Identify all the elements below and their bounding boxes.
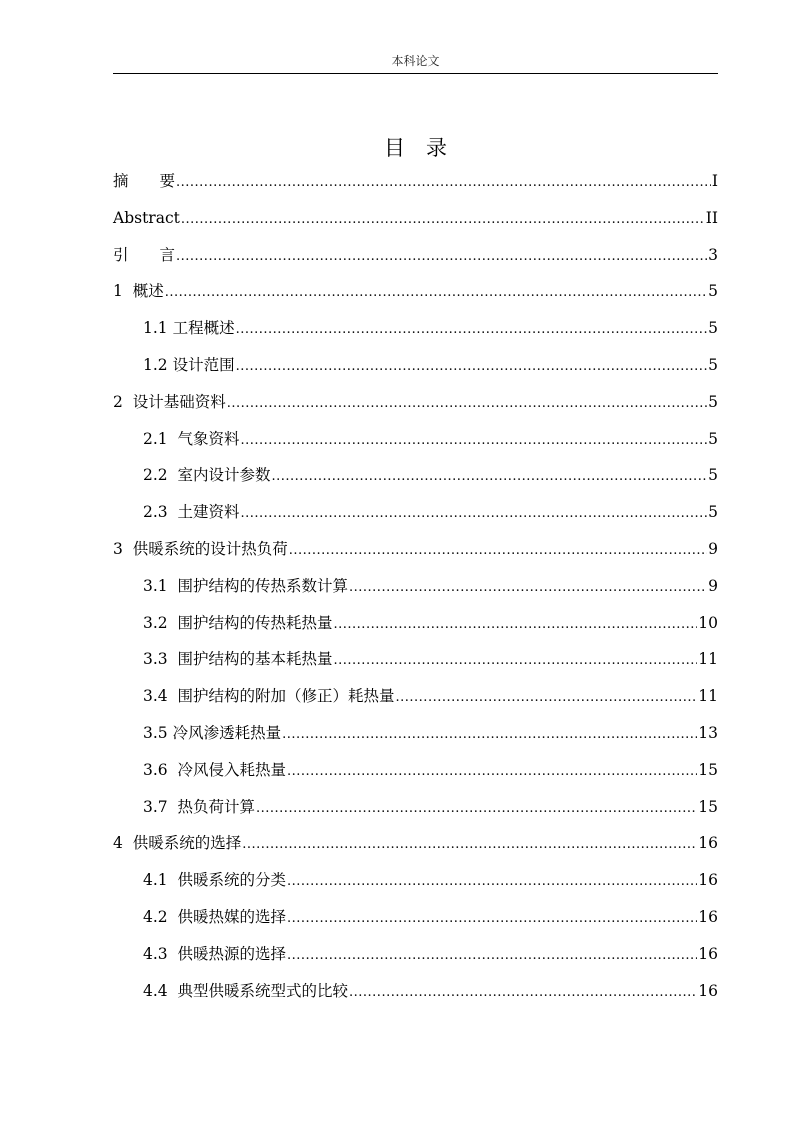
toc-entry-page: 5 [708, 282, 718, 301]
toc-entry-introduction[interactable] [113, 237, 718, 274]
toc-entry-label: 3.5 冷风渗透耗热量 [143, 723, 282, 742]
toc-entry-label: 3.7 热负荷计算 [143, 797, 256, 816]
toc-entry-abstract-en[interactable] [113, 200, 718, 237]
toc-entry-page: 5 [708, 355, 718, 374]
dot-leader [396, 680, 698, 717]
toc-entry-label: 4.3 供暖热源的选择 [143, 944, 287, 963]
toc-entry-page: 5 [708, 503, 718, 522]
toc-entry-section-4-3[interactable] [113, 936, 718, 973]
toc-entry-label: 2.1 气象资料 [143, 429, 240, 448]
toc-entry-chapter-1[interactable] [113, 273, 718, 310]
toc-entry-label: 4.1 供暖系统的分类 [143, 871, 287, 890]
toc-entry-label: 2.3 土建资料 [143, 503, 240, 522]
toc-entry-page: 16 [698, 871, 718, 890]
dot-leader [287, 864, 697, 901]
toc-entry-section-2-1[interactable] [113, 421, 718, 458]
dot-leader [241, 423, 708, 460]
toc-entry-page: 16 [698, 834, 718, 853]
dot-leader [282, 717, 697, 754]
toc-entry-label: 引 言 [113, 245, 176, 264]
toc-entry-page: 11 [698, 687, 718, 706]
dot-leader [287, 938, 697, 975]
toc-entry-page: 16 [698, 907, 718, 926]
toc-entry-section-4-2[interactable] [113, 899, 718, 936]
toc-entry-label: 3.2 围护结构的传热耗热量 [143, 613, 333, 632]
toc-entry-section-3-3[interactable] [113, 641, 718, 678]
toc-entry-label: 2 设计基础资料 [113, 392, 226, 411]
toc-entry-page: 5 [708, 466, 718, 485]
toc-entry-section-4-4[interactable] [113, 973, 718, 1010]
toc-entry-page: 16 [698, 981, 718, 1000]
toc-entry-section-3-7[interactable] [113, 789, 718, 826]
dot-leader [181, 202, 705, 239]
toc-entry-label: 3 供暖系统的设计热负荷 [113, 539, 288, 558]
toc-entry-label: 3.3 围护结构的基本耗热量 [143, 650, 333, 669]
toc-entry-section-2-3[interactable] [113, 494, 718, 531]
toc-title: 目 录 [384, 136, 447, 160]
toc-entry-section-1-1[interactable] [113, 310, 718, 347]
toc-entry-section-1-2[interactable] [113, 347, 718, 384]
toc-entry-label: 3.1 围护结构的传热系数计算 [143, 576, 349, 595]
toc-entry-page: 3 [708, 245, 718, 264]
toc-entry-page: 9 [708, 576, 718, 595]
toc-entry-page: II [705, 208, 718, 227]
dot-leader [241, 496, 708, 533]
toc-entry-abstract-cn[interactable] [113, 163, 718, 200]
toc-entry-page: 5 [708, 319, 718, 338]
dot-leader [236, 312, 708, 349]
toc-entry-label: Abstract [113, 208, 180, 227]
toc-entry-page: 15 [698, 760, 718, 779]
toc-entry-page: 15 [698, 797, 718, 816]
dot-leader [349, 975, 697, 1012]
toc-entry-page: 5 [708, 429, 718, 448]
toc-entry-page: I [711, 172, 718, 190]
toc-entry-label: 1.2 设计范围 [143, 355, 235, 374]
header-rule [113, 73, 718, 74]
toc-entry-section-3-5[interactable] [113, 715, 718, 752]
toc-entry-label: 摘 要 [113, 172, 176, 190]
toc-entry-section-3-2[interactable] [113, 605, 718, 642]
dot-leader [289, 533, 707, 570]
toc-entry-page: 11 [698, 650, 718, 669]
toc-entry-label: 3.4 围护结构的附加（修正）耗热量 [143, 687, 395, 706]
dot-leader [242, 827, 697, 864]
toc-entry-chapter-2[interactable] [113, 384, 718, 421]
table-of-contents [113, 163, 718, 1009]
toc-entry-page: 10 [698, 613, 718, 632]
toc-entry-label: 4 供暖系统的选择 [113, 834, 242, 853]
toc-entry-section-3-1[interactable] [113, 568, 718, 605]
toc-entry-section-3-4[interactable] [113, 678, 718, 715]
dot-leader [176, 239, 707, 276]
dot-leader [236, 349, 708, 386]
dot-leader [349, 570, 707, 607]
dot-leader [176, 165, 711, 202]
dot-leader [165, 275, 707, 312]
dot-leader [334, 643, 698, 680]
toc-entry-label: 1.1 工程概述 [143, 319, 235, 338]
toc-entry-section-4-1[interactable] [113, 862, 718, 899]
dot-leader [287, 901, 697, 938]
toc-entry-label: 4.4 典型供暖系统型式的比较 [143, 981, 349, 1000]
dot-leader [227, 386, 707, 423]
toc-entry-label: 2.2 室内设计参数 [143, 466, 271, 485]
toc-entry-chapter-4[interactable] [113, 825, 718, 862]
dot-leader [256, 791, 697, 828]
toc-entry-page: 9 [708, 539, 718, 558]
running-header: 本科论文 [391, 54, 440, 68]
toc-entry-page: 16 [698, 944, 718, 963]
toc-entry-page: 13 [698, 723, 718, 742]
dot-leader [287, 754, 697, 791]
toc-entry-section-3-6[interactable] [113, 752, 718, 789]
dot-leader [272, 459, 708, 496]
toc-entry-label: 1 概述 [113, 282, 164, 301]
toc-entry-label: 3.6 冷风侵入耗热量 [143, 760, 287, 779]
toc-entry-section-2-2[interactable] [113, 457, 718, 494]
toc-entry-page: 5 [708, 392, 718, 411]
dot-leader [334, 607, 698, 644]
toc-entry-label: 4.2 供暖热媒的选择 [143, 907, 287, 926]
toc-entry-chapter-3[interactable] [113, 531, 718, 568]
